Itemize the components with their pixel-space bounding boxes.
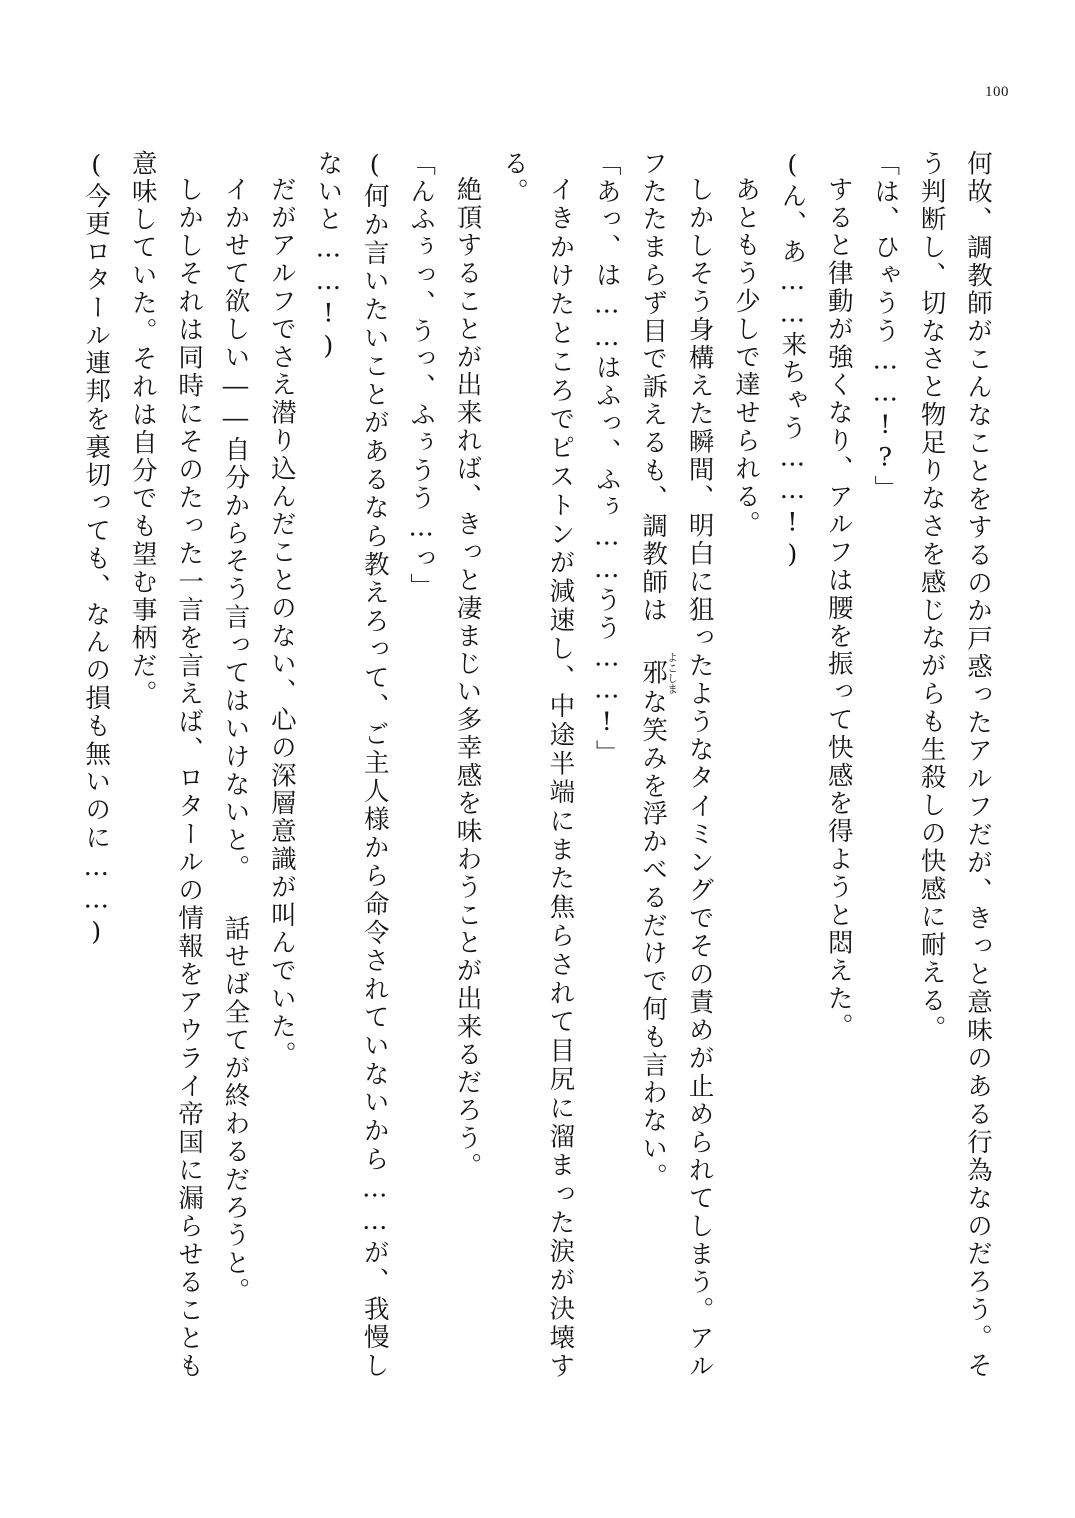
paragraph: 絶頂することが出来れば、きっと凄まじい多幸感を味わうことが出来るだろう。 — [452, 175, 483, 1180]
ruby-reading: よこしま — [666, 651, 679, 694]
ruby-yokoshima — [638, 651, 679, 694]
paragraph: 「んふぅっ、うっ、ふぅうう…っ」 — [406, 150, 437, 601]
paragraph-lead: しかしそう身構えた瞬間、明白に狙ったようなタイミングでその責めが止められてしまう。アルフたたまらず目で訴えるも、調教師は — [638, 150, 715, 1380]
paragraph: だがアルフでさえ潜り込んだことのない、心の深層意識が叫んでいた。 — [266, 175, 297, 1069]
paragraph: イかせて欲しい――自分からそう言ってはいけないと。 話せば全てが終わるだろうと。 — [220, 175, 251, 1305]
page-number: 100 — [985, 84, 1009, 100]
ruby-base: 邪 — [638, 651, 669, 694]
paragraph-with-ruby — [630, 150, 723, 1380]
paragraph: (何か言いたいことがあるなら教えろって、ご主人様から命令されていないから……が、我慢しないと……!) — [313, 150, 390, 1380]
paragraph: あともう少しで達せられる。 — [730, 175, 761, 539]
paragraph: (ん、あ……来ちゃう……!) — [777, 150, 808, 573]
paragraph: (今更ロタール連邦を裏切っても、なんの損も無いのに……) — [81, 150, 112, 950]
paragraph: 「あっ、は……はふっ、ふぅ……うう……!」 — [591, 150, 622, 768]
paragraph: すると律動が強くなり、アルフは腰を振って快感を得ようと悶えた。 — [823, 175, 854, 1041]
paragraph: 何故、調教師がこんなことをするのか戸惑ったアルフだが、きっと意味のある行為なのだろう。そう判断し、切なさと物足りなさを感じながらも生殺しの快感に耐える。 — [916, 150, 993, 1380]
vertical-text-body — [81, 150, 1001, 1380]
paragraph: イきかけたところでピストンが減速し、中途半端にまた焦らされて目尻に溜まった涙が決壊する。 — [498, 150, 576, 1380]
paragraph-tail: な笑みを浮かべるだけで何も言わない。 — [638, 688, 669, 1191]
paragraph: 「は、ひゃうう……!?」 — [870, 150, 901, 503]
paragraph: しかしそれは同時にそのたった一言を言えば、ロタールの情報をアウライ帝国に漏らせることも意味していた。それは自分でも望む事柄だ。 — [127, 150, 205, 1380]
